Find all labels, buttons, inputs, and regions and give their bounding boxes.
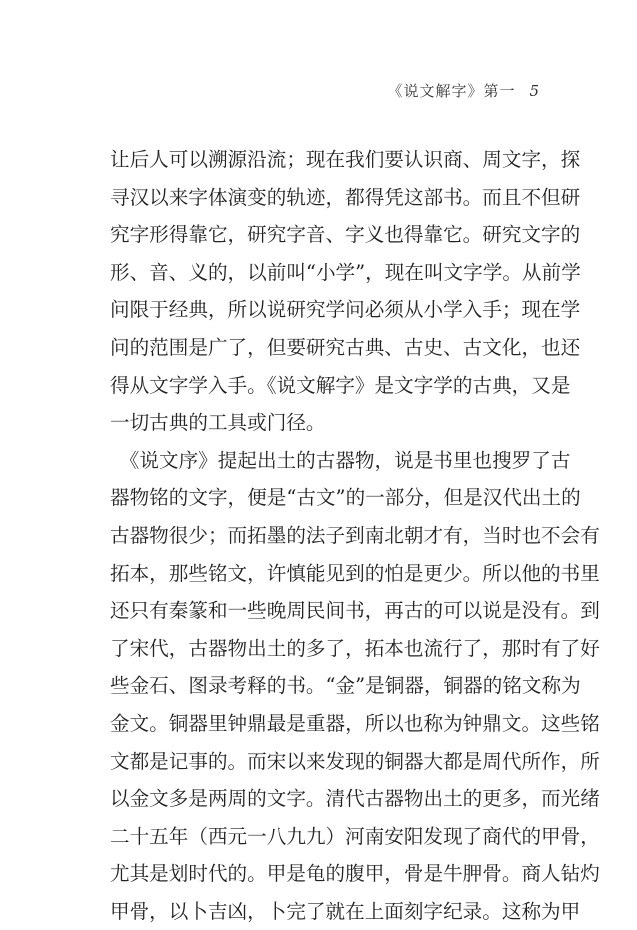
text-line: 得从文字学入手。《说文解字》是文字学的古典，又是	[110, 373, 571, 397]
paragraph	[110, 141, 581, 442]
text-line: 甲骨，以卜吉凶，卜完了就在上面刻字纪录。这称为甲	[110, 899, 581, 923]
text-line: 金文。铜器里钟鼎最是重器，所以也称为钟鼎文。这些铭	[110, 711, 600, 735]
text-line: 器物铭的文字，便是“古文”的一部分，但是汉代出土的	[110, 486, 581, 510]
text-line: 问限于经典，所以说研究学问必须从小学入手；现在学	[110, 298, 581, 322]
text-line: 《说文序》提起出土的古器物，说是书里也搜罗了古	[110, 448, 571, 472]
text-line: 些金石、图录考释的书。“金”是铜器，铜器的铭文称为	[110, 674, 581, 698]
text-line: 让后人可以溯源沿流；现在我们要认识商、周文字，探	[110, 148, 581, 171]
text-line: 问的范围是广了，但要研究古典、古史、古文化，也还	[110, 335, 581, 359]
running-header	[387, 80, 540, 101]
paragraph	[110, 442, 600, 930]
text-line: 寻汉以来字体演变的轨迹，都得凭这部书。而且不但研	[110, 185, 581, 209]
page-number: 5	[529, 82, 540, 100]
text-line: 二十五年（西元一八九九）河南安阳发现了商代的甲骨，	[110, 824, 600, 848]
text-line: 以金文多是两周的文字。清代古器物出土的更多，而光绪	[110, 787, 600, 811]
text-line: 一切古典的工具或门径。	[110, 411, 326, 435]
text-line: 古器物很少；而拓墨的法子到南北朝才有，当时也不会有	[110, 523, 600, 547]
text-line: 究字形得靠它，研究字音、字义也得靠它。研究文字的	[110, 223, 581, 247]
body-text	[110, 141, 600, 930]
text-line: 还只有秦篆和一些晚周民间书，再古的可以说是没有。到	[110, 599, 600, 623]
running-header-title: 《说文解字》第一	[387, 82, 516, 100]
text-line: 了宋代，古器物出土的多了，拓本也流行了，那时有了好	[110, 636, 600, 660]
text-line: 文都是记事的。而宋以来发现的铜器大都是周代所作，所	[110, 749, 600, 773]
text-line: 形、音、义的，以前叫“小学”，现在叫文字学。从前学	[110, 260, 581, 284]
text-line: 尤其是划时代的。甲是龟的腹甲，骨是牛胛骨。商人钻灼	[110, 862, 600, 886]
text-line: 拓本，那些铭文，许慎能见到的怕是更少。所以他的书里	[110, 561, 600, 585]
